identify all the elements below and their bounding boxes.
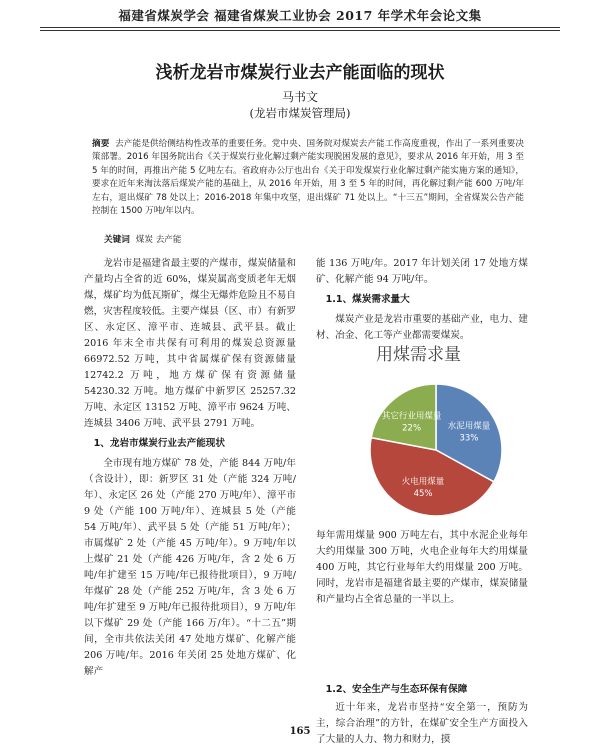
body-paragraph: 煤炭产业是龙岩市重要的基础产业，电力、建材、冶金、化工等产业都需要煤炭。	[316, 314, 528, 341]
body-column-right-bottom	[316, 682, 528, 702]
abstract	[92, 138, 524, 218]
body-paragraph: 龙岩市是福建省最主要的产煤市，煤炭储量和产量均占全省的近 60%，煤炭属高变质老年无烟煤，煤矿均为低瓦斯矿，煤尘无爆炸危险且不易自燃，灾害程度较低。主要产煤县（区、市）有新罗区、永定区、漳平市、连城县、武平县。截止 2016 年末全市共保有可利用的煤炭总资源量 66972.52 万吨，其中省属煤矿保有资源储量 12742.2 万吨，地方煤矿保有资源储量 54230.32 万吨。地方煤矿中新罗区 25257.32 万吨、永定区 13152 万吨、漳平市 9624 万吨、连城县 3406 万吨、武平县 2791 万吨。	[84, 258, 296, 429]
section-heading-1: 1、龙岩市煤炭行业去产能现状	[93, 438, 225, 449]
body-paragraph: 每年需用煤量 900 万吨左右，其中水泥企业每年大约用煤量 300 万吨，火电企业每年大约用煤量 400 万吨，其它行业每年大约用煤量 200 万吨。同时，龙岩市是福建省最主要的产煤市，煤炭储量和产量均占全省总量的一半以上。	[316, 530, 528, 605]
abstract-label: 摘要	[92, 139, 110, 149]
page-number: 165	[289, 726, 311, 737]
coal-demand-pie-chart	[316, 338, 532, 524]
keywords-text: 煤炭 去产能	[135, 235, 182, 245]
pie-slice-label: 水泥用煤量	[447, 421, 491, 432]
abstract-text: 去产能是供给侧结构性改革的重要任务。党中央、国务院对煤炭去产能工作高度重视，作出了一系列重要决策部署。2016 年国务院出台《关于煤炭行业化解过剩产能实现脱困发展的意见》，要求从 2016 年开始，用 3 至 5 年的时间，再推出产能 5 亿吨左右。省政府办公厅也出台《关于印发煤炭行业化解过剩产能实施方案的通知》，要求在近年来淘汰落后煤炭产能的基础上，从 2016 年开始，用 3 至 5 年的时间，再化解过剩产能 600 万吨/年左右，退出煤矿 78 处以上；2016-2018 年集中攻坚，退出煤矿 71 处以上。“十三五”期间，全省煤炭公告产能控制在 1500 万吨/年以内。	[92, 139, 524, 217]
header-rule-thin	[40, 30, 560, 31]
keywords-label: 关键词	[104, 235, 130, 245]
body-paragraph: 能 136 万吨/年。2017 年计划关闭 17 处地方煤矿、化解产能 94 万吨/年。	[316, 258, 528, 285]
paper-author: 马书文	[281, 90, 318, 104]
pie-chart-svg	[316, 338, 532, 524]
body-column-right-middle	[316, 528, 528, 608]
paper-title: 浅析龙岩市煤炭行业去产能面临的现状	[155, 63, 445, 83]
header-rule-thick	[40, 27, 560, 28]
chart-title: 用煤需求量	[376, 345, 461, 365]
pie-slice-label: 火电用煤量	[401, 477, 445, 488]
section-heading-1-2: 1.2、安全生产与生态环保有保障	[325, 684, 468, 695]
body-column-right-top	[316, 256, 528, 344]
body-column-left	[84, 256, 296, 680]
body-column-right-last	[316, 700, 528, 748]
keywords	[104, 233, 524, 245]
pie-slice-label: 其它行业用煤量	[381, 411, 442, 422]
section-heading-1-1: 1.1、煤炭需求量大	[325, 294, 410, 305]
pie-slice-value: 33%	[459, 433, 479, 444]
body-paragraph: 全市现有地方煤矿 78 处，产能 844 万吨/年（含设计），即：新罗区 31 处（产能 324 万吨/年）、永定区 26 处（产能 270 万吨/年）、漳平市 9 处（产能 100 万吨/年）、连城县 5 处（产能 54 万吨/年）、武平县 5 处（产能 51 万吨/年）；市属煤矿 2 处（产能 45 万吨/年）。9 万吨/年以上煤矿 21 处（产能 426 万吨/年，含 2 处 6 万吨/年扩建至 15 万吨/年已报待批项目），9 万吨/年煤矿 28 处（产能 252 万吨/年，含 3 处 6 万吨/年扩建至 9 万吨/年已报待批项目），9 万吨/年以下煤矿 29 处（产能 166 万/年）。“十二五”期间，全市共依法关闭 47 处地方煤矿、化解产能 206 万吨/年。2016 年关闭 25 处地方煤矿、化解产	[84, 458, 296, 677]
pie-slice-value: 22%	[402, 423, 422, 434]
pie-slice-value: 45%	[413, 489, 433, 500]
paper-affiliation: (龙岩市煤炭管理局)	[249, 106, 351, 120]
running-header: 福建省煤炭学会 福建省煤炭工业协会 2017 年学术年会论文集	[118, 8, 482, 23]
body-paragraph: 近十年来，龙岩市坚持“安全第一，预防为主，综合治理”的方针，在煤矿安全生产方面投入了大量的人力、物力和财力，摸	[316, 702, 528, 745]
